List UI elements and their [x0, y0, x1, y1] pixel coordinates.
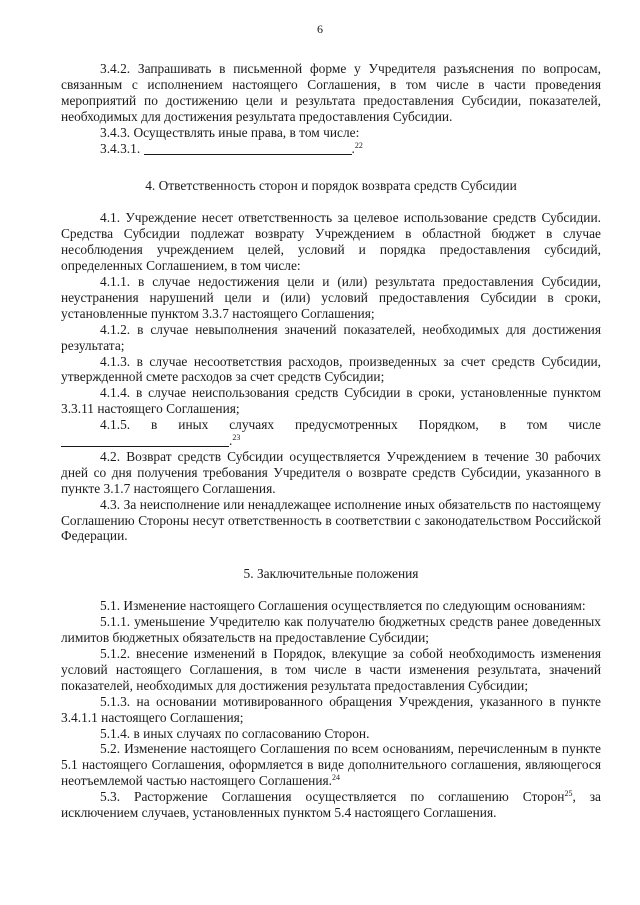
clause-4-1-5-word: Порядком, — [418, 417, 479, 433]
clause-4-1-5-word: предусмотренных — [294, 417, 398, 433]
clause-4-1-5-word: иных — [178, 417, 209, 433]
clause-5-1-3: 5.1.3. на основании мотивированного обращения Учреждения, указанного в пункте 3.4.1.1 настоящего Соглашения; — [61, 693, 601, 725]
document-body — [61, 61, 601, 821]
clause-4-1-5-word: 4.1.5. — [100, 417, 131, 433]
clause-4-1-3: 4.1.3. в случае несоответствия расходов, произведенных за счет средств Субсидии, утвержденной смете расходов за счет средств Субсидии; — [61, 353, 601, 385]
clause-3-4-2: 3.4.2. Запрашивать в письменной форме у Учредителя разъяснения по вопросам, связанным с исполнением настоящего Соглашения, в том числе в части проведения мероприятий по достижению цели и результата предоставления Субсидии, показателей, необходимых для достижения результата предоставления Субсидии. — [61, 61, 601, 124]
clause-4-1-5-word: в — [499, 417, 507, 433]
clause-5-3 — [61, 789, 601, 821]
footnote-ref-25: 25 — [564, 789, 573, 799]
clause-4-3: 4.3. За неисполнение или ненадлежащее исполнение иных обязательств по настоящему Соглашению Стороны несут ответственность в соответствии с законодательством Российской Федерации. — [61, 496, 601, 544]
clause-5-1: 5.1. Изменение настоящего Соглашения осуществляется по следующим основаниям: — [100, 598, 586, 614]
clause-3-4-3: 3.4.3. Осуществлять иные права, в том числе: — [100, 124, 360, 140]
footnote-ref-22: 22 — [354, 140, 363, 150]
fill-in-blank — [144, 142, 352, 155]
clause-4-1-5-blank-line: .$^{23}$ — [61, 433, 601, 449]
footnote-ref-24: 24 — [332, 773, 341, 783]
clause-4-1-5-word: числе — [568, 417, 601, 433]
clause-4-1-5-word: том — [526, 417, 548, 433]
fill-in-blank — [61, 434, 229, 447]
clause-4-1-1: 4.1.1. в случае недостижения цели и (или) результата предоставления Субсидии, неустранения нарушений цели и (или) условий предоставления Субсидии в сроки, установленные пунктом 3.3.7 настоящего Соглашения; — [61, 273, 601, 321]
clause-5-2 — [61, 741, 601, 789]
clause-3-4-3-1: 3.4.3.1. .$^{22}$ — [100, 140, 363, 156]
clause-4-1-4: 4.1.4. в случае неиспользования средств Субсидии в сроки, установленные пунктом 3.3.11 настоящего Соглашения; — [61, 385, 601, 417]
clause-4-1-5-word: случаях — [229, 417, 275, 433]
clause-4-2: 4.2. Возврат средств Субсидии осуществляется Учреждением в течение 30 рабочих дней со дня получения требования Учредителя о возврате средств Субсидии, указанного в пункте 3.1.7 настоящего Соглашения. — [61, 448, 601, 496]
section-4-heading: 4. Ответственность сторон и порядок возврата средств Субсидии — [145, 178, 517, 194]
clause-4-1-5-word: в — [151, 417, 158, 433]
footnote-ref-23: 23 — [232, 433, 241, 443]
clause-5-2-text: 5.2. Изменение настоящего Соглашения по всем основаниям, перечисленным в пункте 5.1 настоящего Соглашения, оформляется в виде дополнительного соглашения, являющегося неотъемлемой частью настоящего Соглашения. — [61, 741, 601, 789]
clause-3-4-3-1-number: 3.4.3.1. — [100, 140, 141, 156]
clause-5-1-4: 5.1.4. в иных случаях по согласованию Сторон. — [100, 725, 370, 741]
clause-4-1-5 — [61, 417, 601, 433]
clause-5-1-1: 5.1.1. уменьшение Учредителю как получателю бюджетных средств ранее доведенных лимитов бюджетных обязательств на предоставление Субсидии; — [61, 614, 601, 646]
section-5-heading: 5. Заключительные положения — [243, 566, 419, 582]
clause-4-1-2: 4.1.2. в случае невыполнения значений показателей, необходимых для достижения результата; — [61, 321, 601, 353]
clause-5-3-text-a: 5.3. Расторжение Соглашения осуществляется по соглашению Сторон — [100, 789, 565, 805]
page-number: 6 — [317, 22, 323, 36]
clause-4-1: 4.1. Учреждение несет ответственность за целевое использование средств Субсидии. Средства Субсидии подлежат возврату Учреждением в областной бюджет в случае несоблюдения учреждением целей, условий и порядка предоставления субсидий, определенных Соглашением, в том числе: — [61, 210, 601, 274]
clause-5-1-2: 5.1.2. внесение изменений в Порядок, влекущие за собой необходимость изменения условий настоящего Соглашения, в том числе в части изменения результата, значений показателей, необходимых для достижения результата предоставления Субсидии; — [61, 646, 601, 693]
clause-5-3-text-b: , за исключением случаев, установленных пунктом 5.4 настоящего Соглашения. — [61, 789, 601, 821]
